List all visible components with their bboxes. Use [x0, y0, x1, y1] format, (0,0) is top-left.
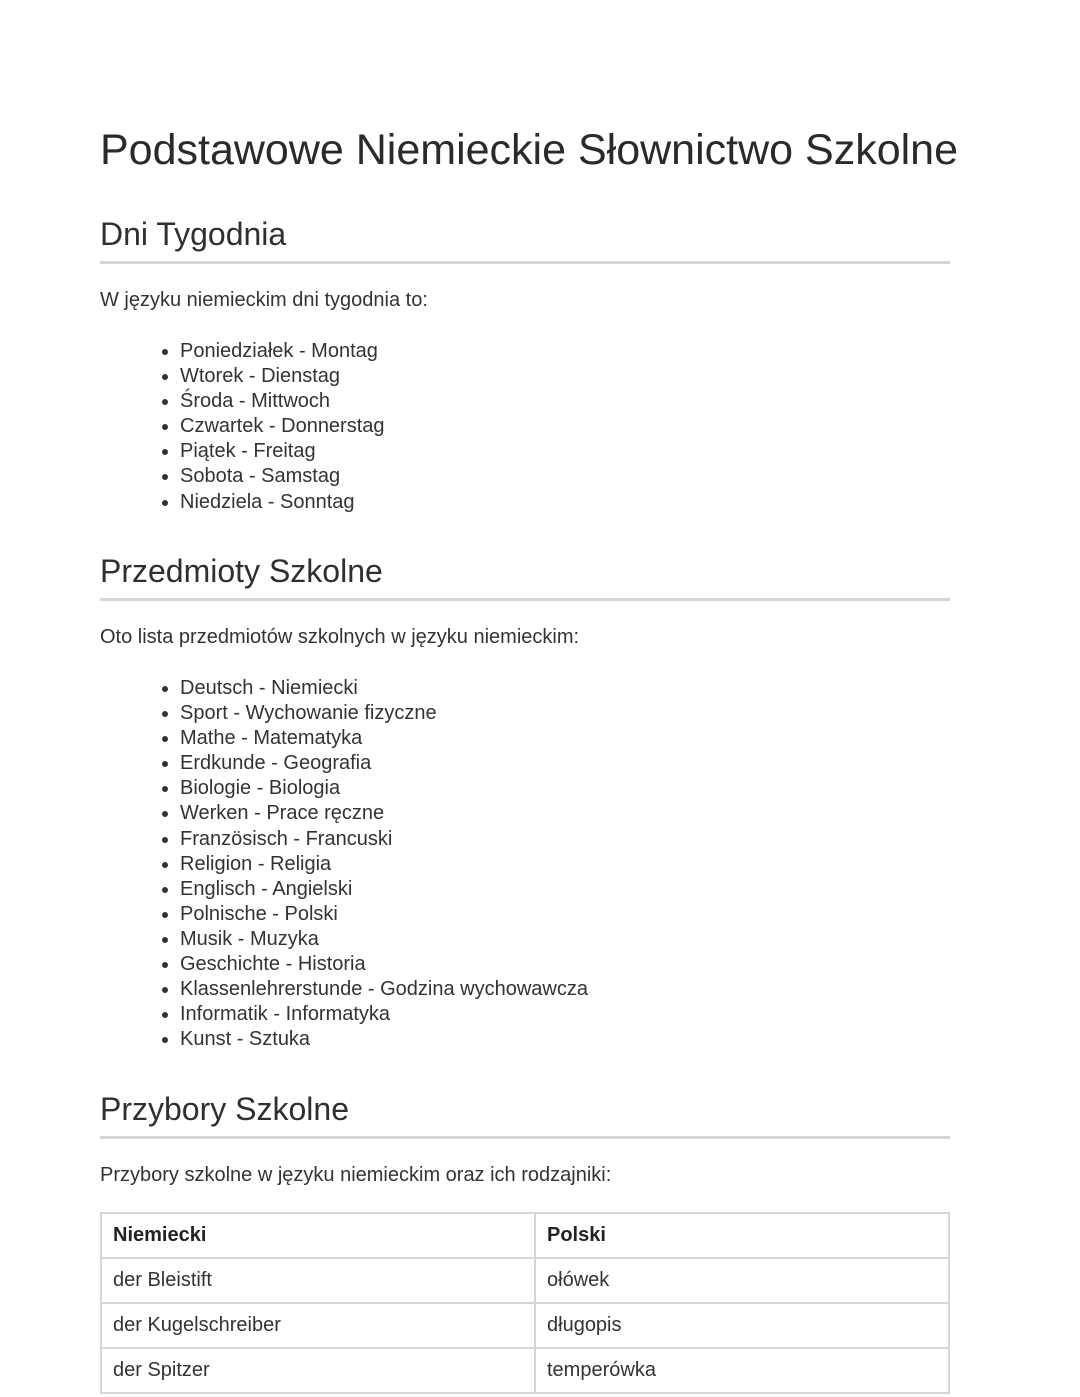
list-item: • Kunst - Sztuka [180, 1027, 588, 1052]
list-item: • Werken - Prace ręczne [180, 801, 588, 826]
list-item: • Deutsch - Niemiecki [180, 676, 588, 701]
list-item: • Erdkunde - Geografia [180, 751, 588, 776]
cell-polish: długopis [535, 1303, 949, 1348]
subjects-list [100, 676, 588, 1052]
cell-polish: temperówka [535, 1348, 949, 1393]
column-header-polish: Polski [535, 1213, 949, 1258]
table-header-row [101, 1213, 949, 1258]
list-item: • Biologie - Biologia [180, 776, 588, 801]
supplies-table [100, 1212, 950, 1394]
list-item: • Środa - Mittwoch [180, 389, 385, 414]
cell-german: der Spitzer [101, 1348, 535, 1393]
section-heading-days: Dni Tygodnia [100, 216, 950, 264]
days-list [100, 339, 385, 515]
table-row [101, 1348, 949, 1393]
list-item: • Klassenlehrerstunde - Godzina wychowawcza [180, 977, 588, 1002]
list-item: • Religion - Religia [180, 852, 588, 877]
table-row [101, 1258, 949, 1303]
list-item: • Informatik - Informatyka [180, 1002, 588, 1027]
list-item: • Polnische - Polski [180, 902, 588, 927]
cell-german: der Kugelschreiber [101, 1303, 535, 1348]
section-heading-subjects: Przedmioty Szkolne [100, 553, 950, 601]
list-item: • Niedziela - Sonntag [180, 490, 385, 515]
list-item: • Piątek - Freitag [180, 439, 385, 464]
section-intro-supplies: Przybory szkolne w języku niemieckim oraz ich rodzajniki: [100, 1164, 612, 1186]
list-item: • Sobota - Samstag [180, 464, 385, 489]
list-item: • Geschichte - Historia [180, 952, 588, 977]
cell-polish: ołówek [535, 1258, 949, 1303]
section-intro-subjects: Oto lista przedmiotów szkolnych w języku niemieckim: [100, 626, 580, 648]
list-item: • Französisch - Francuski [180, 827, 588, 852]
table-row [101, 1303, 949, 1348]
cell-german: der Bleistift [101, 1258, 535, 1303]
section-intro-days: W języku niemieckim dni tygodnia to: [100, 289, 428, 311]
list-item: • Wtorek - Dienstag [180, 364, 385, 389]
list-item: • Englisch - Angielski [180, 877, 588, 902]
list-item: • Czwartek - Donnerstag [180, 414, 385, 439]
list-item: • Poniedziałek - Montag [180, 339, 385, 364]
list-item: • Sport - Wychowanie fizyczne [180, 701, 588, 726]
column-header-german: Niemiecki [101, 1213, 535, 1258]
list-item: • Musik - Muzyka [180, 927, 588, 952]
page-title: Podstawowe Niemieckie Słownictwo Szkolne [100, 126, 958, 174]
list-item: • Mathe - Matematyka [180, 726, 588, 751]
section-heading-supplies: Przybory Szkolne [100, 1091, 950, 1139]
